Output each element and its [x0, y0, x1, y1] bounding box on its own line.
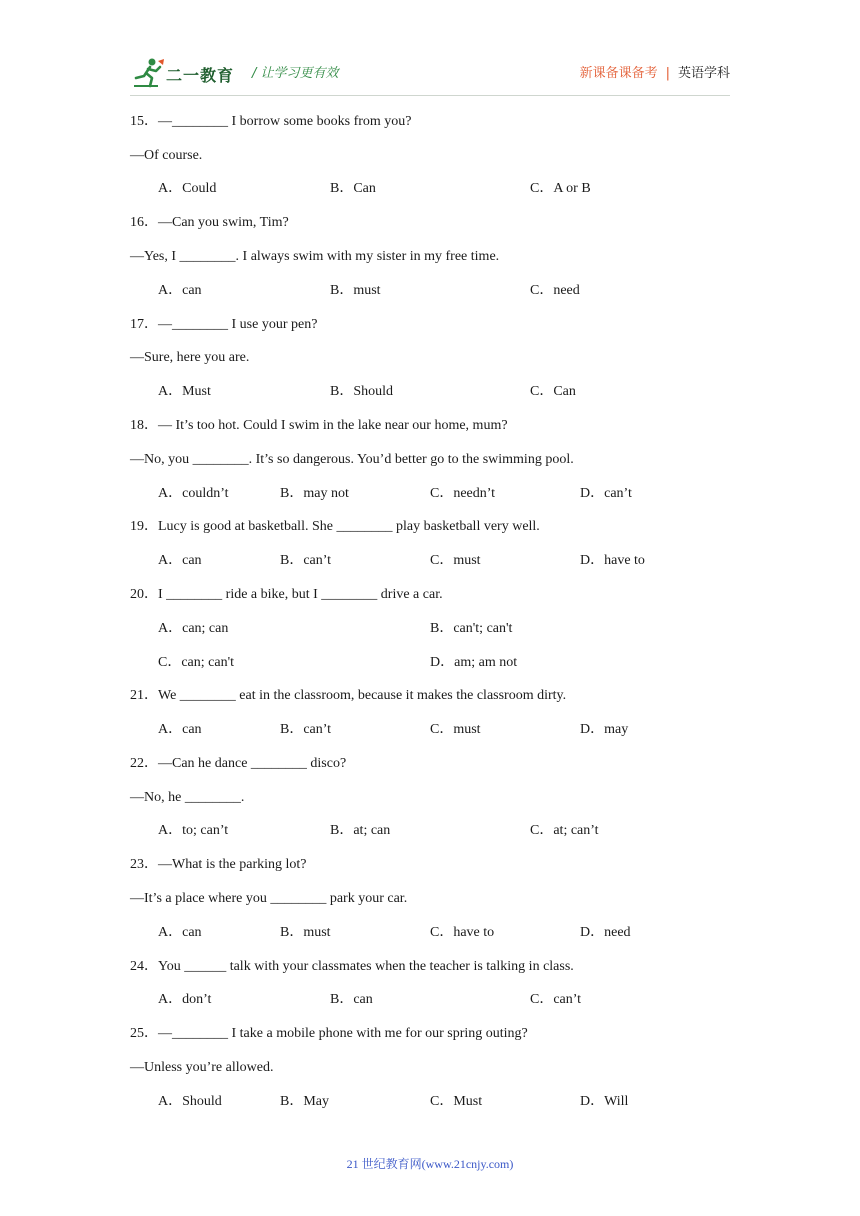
- header-separator: |: [665, 66, 670, 81]
- option-a[interactable]: A．can: [158, 722, 202, 737]
- question-reply: —No, he ________.: [130, 790, 245, 805]
- question-stem: 19．Lucy is good at basketball. She ________ play basketball very well.: [130, 519, 540, 534]
- question-stem: 21．We ________ eat in the classroom, because it makes the classroom dirty.: [130, 688, 567, 703]
- option-c[interactable]: C．Can: [530, 384, 576, 399]
- question-stem: 23．—What is the parking lot?: [130, 857, 307, 872]
- option-a[interactable]: A．can: [158, 925, 202, 940]
- option-a[interactable]: A．to; can’t: [158, 823, 229, 838]
- option-c[interactable]: C．can; can't: [158, 655, 234, 670]
- option-d[interactable]: D．can’t: [580, 486, 632, 501]
- option-a[interactable]: A．can; can: [158, 621, 229, 636]
- option-b[interactable]: B．can’t: [280, 722, 332, 737]
- question-stem: 16．—Can you swim, Tim?: [130, 215, 289, 230]
- slogan: / 让学习更有效: [252, 66, 339, 81]
- question-stem: 22．—Can he dance ________ disco?: [130, 756, 347, 771]
- option-c[interactable]: C．at; can’t: [530, 823, 599, 838]
- question-stem: 25．—________ I take a mobile phone with me for our spring outing?: [130, 1026, 528, 1041]
- option-c[interactable]: C．Must: [430, 1094, 483, 1109]
- header-right: [580, 62, 730, 81]
- option-b[interactable]: B．can’t: [280, 553, 332, 568]
- option-c[interactable]: C．can’t: [530, 992, 582, 1007]
- option-b[interactable]: B．must: [280, 925, 331, 940]
- page-footer: 21 世纪教育网(www.21cnjy.com): [346, 1157, 514, 1171]
- question-stem: 20．I ________ ride a bike, but I ________ drive a car.: [130, 587, 443, 602]
- option-b[interactable]: B．can't; can't: [430, 621, 513, 636]
- option-c[interactable]: C．need: [530, 283, 580, 298]
- option-b[interactable]: B．must: [330, 283, 381, 298]
- option-d[interactable]: D．Will: [580, 1094, 629, 1109]
- option-a[interactable]: A．can: [158, 283, 202, 298]
- question-stem: 24．You ______ talk with your classmates when the teacher is talking in class.: [130, 959, 574, 974]
- question-reply: —Of course.: [130, 148, 203, 163]
- question-reply: —It’s a place where you ________ park your car.: [130, 891, 408, 906]
- option-c[interactable]: C．A or B: [530, 181, 591, 196]
- header-divider: [130, 95, 730, 96]
- option-a[interactable]: A．couldn’t: [158, 486, 229, 501]
- option-d[interactable]: D．may: [580, 722, 629, 737]
- question-stem: 15．—________ I borrow some books from you?: [130, 114, 412, 129]
- subject-label: 英语学科: [677, 66, 730, 81]
- option-c[interactable]: C．must: [430, 553, 481, 568]
- option-b[interactable]: B．Should: [330, 384, 394, 399]
- question-reply: —No, you ________. It’s so dangerous. You’d better go to the swimming pool.: [130, 452, 574, 467]
- option-a[interactable]: A．can: [158, 553, 202, 568]
- logo-text: 二一教育: [166, 66, 235, 85]
- option-c[interactable]: C．have to: [430, 925, 495, 940]
- option-d[interactable]: D．need: [580, 925, 631, 940]
- option-b[interactable]: B．can: [330, 992, 373, 1007]
- option-a[interactable]: A．Should: [158, 1094, 222, 1109]
- header-label: 新课备课备考: [579, 66, 658, 81]
- question-reply: —Yes, I ________. I always swim with my sister in my free time.: [130, 249, 500, 264]
- option-a[interactable]: A．Must: [158, 384, 211, 399]
- option-b[interactable]: B．Can: [330, 181, 376, 196]
- option-d[interactable]: D．am; am not: [430, 655, 518, 670]
- option-c[interactable]: C．must: [430, 722, 481, 737]
- option-b[interactable]: B．may not: [280, 486, 349, 501]
- question-reply: —Sure, here you are.: [130, 350, 250, 365]
- option-a[interactable]: A．don’t: [158, 992, 212, 1007]
- question-stem: 17．—________ I use your pen?: [130, 317, 318, 332]
- option-d[interactable]: D．have to: [580, 553, 645, 568]
- question-stem: 18．— It’s too hot. Could I swim in the lake near our home, mum?: [130, 418, 508, 433]
- option-a[interactable]: A．Could: [158, 181, 217, 196]
- option-c[interactable]: C．needn’t: [430, 486, 496, 501]
- question-reply: —Unless you’re allowed.: [130, 1060, 274, 1075]
- page-header: [130, 54, 730, 94]
- option-b[interactable]: B．May: [280, 1094, 329, 1109]
- option-b[interactable]: B．at; can: [330, 823, 391, 838]
